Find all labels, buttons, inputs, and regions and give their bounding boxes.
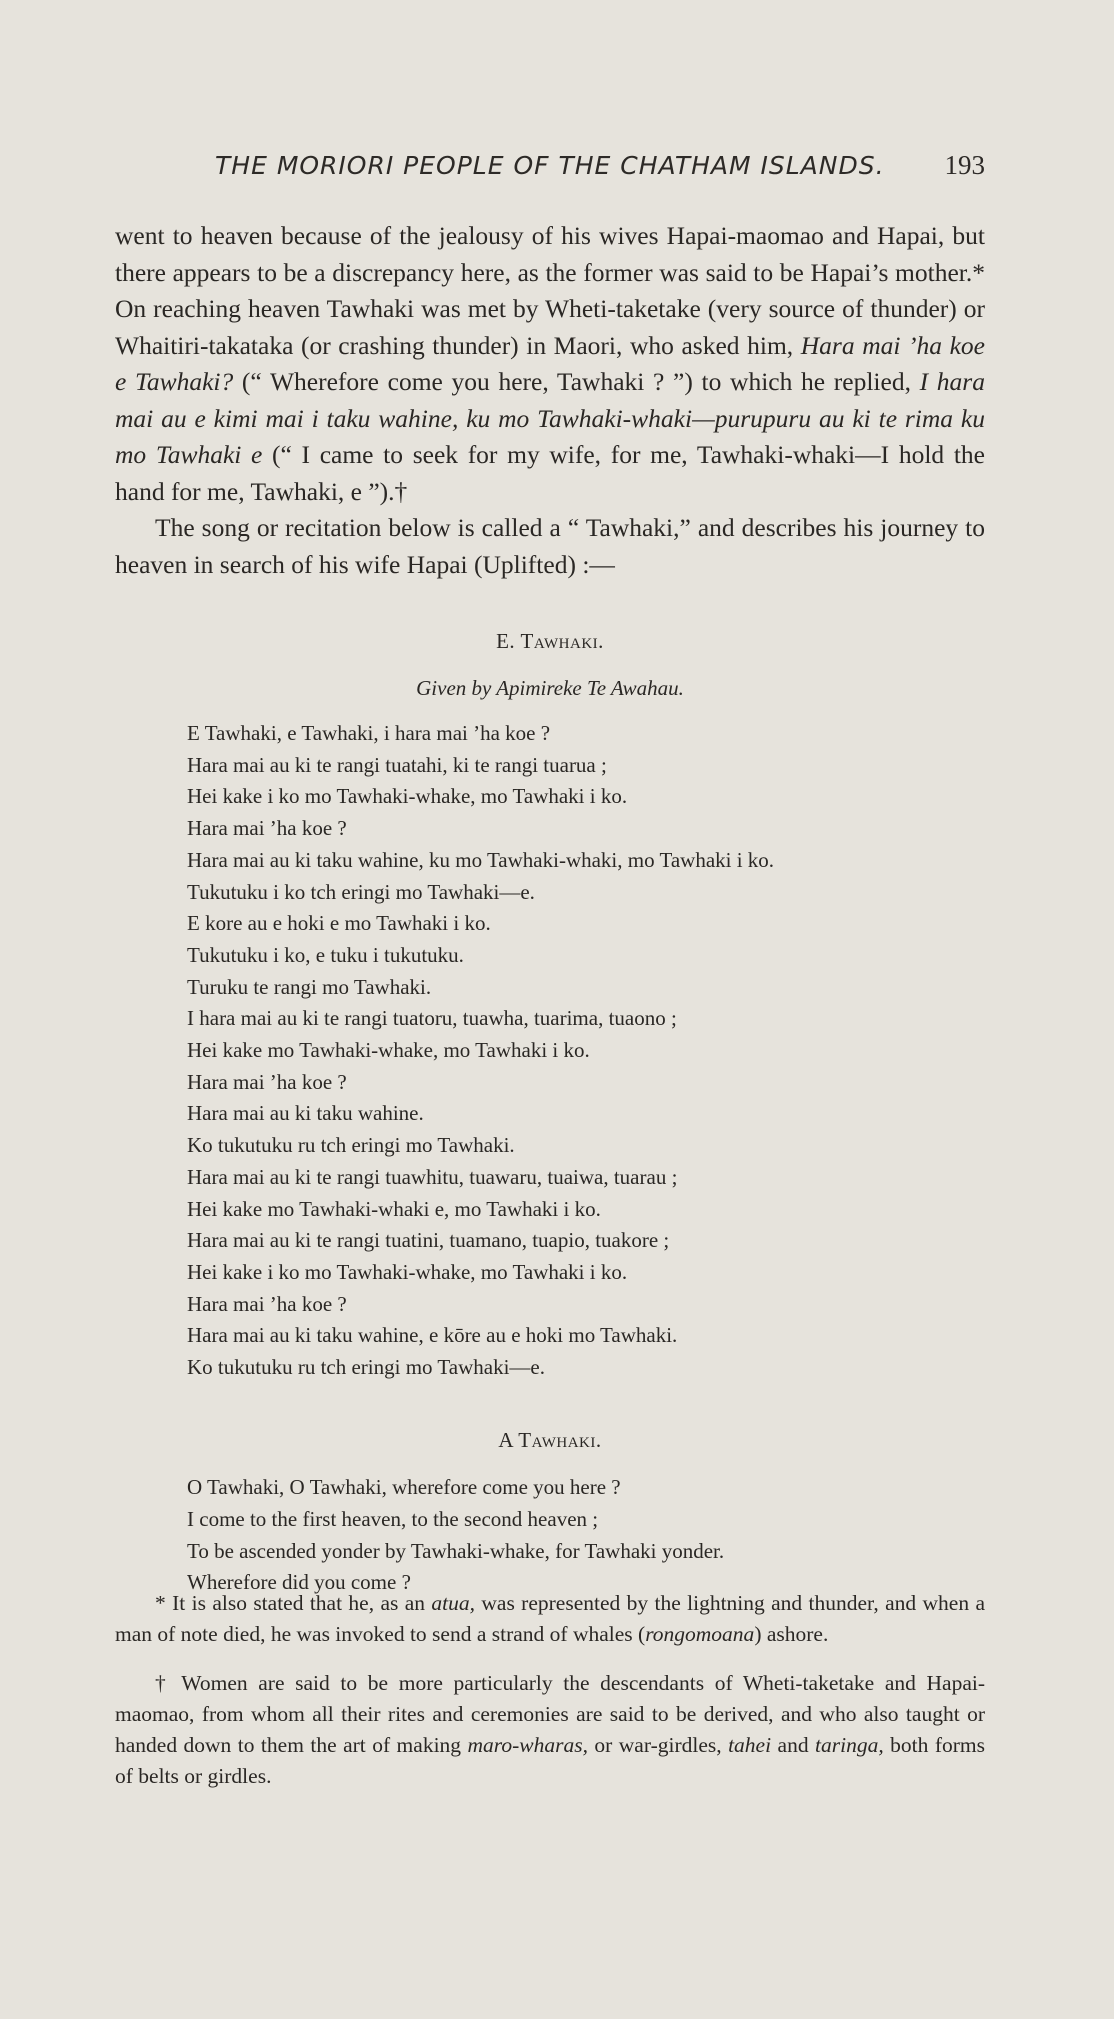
page-number: 193	[944, 150, 985, 180]
verse-line: Ko tukutuku ru tch eringi mo Tawhaki.	[187, 1133, 515, 1158]
footnote-1	[115, 1588, 985, 1650]
footnote-2-text-4: both forms of belts or girdles.	[115, 1733, 985, 1788]
song-1-verse	[115, 718, 985, 1384]
verse-line: To be ascended yonder by Tawhaki-whake, for Tawhaki yonder.	[187, 1538, 725, 1563]
paragraph-1-text-3: (“ I came to seek for my wife, for me, Tawhaki-whaki—I hold the hand for me, Tawhaki, e ”).†	[115, 440, 985, 506]
verse-line: I come to the first heaven, to the second heaven ;	[187, 1506, 599, 1531]
verse-line: Hei kake mo Tawhaki-whaki e, mo Tawhaki i ko.	[187, 1196, 601, 1221]
verse-line: Hara mai au ki te rangi tuatini, tuamano, tuapio, tuakore ;	[187, 1228, 670, 1253]
song-1-source: Given by Apimireke Te Awahau.	[416, 675, 684, 700]
verse-line: Hara mai au ki taku wahine.	[187, 1101, 424, 1126]
song-1-heading-rest: awhaki.	[533, 629, 604, 653]
verse-line: Hara mai ’ha koe ?	[187, 1291, 347, 1316]
footnote-1-italic-2: rongomoana	[645, 1622, 755, 1646]
verse-line: E Tawhaki, e Tawhaki, i hara mai ’ha koe ?	[187, 721, 551, 745]
verse-line: Ko tukutuku ru tch eringi mo Tawhaki—e.	[187, 1355, 545, 1380]
paragraph-1-text-2: (“ Wherefore come you here, Tawhaki ? ”) to which he replied,	[233, 367, 920, 396]
verse-line: Hara mai au ki te rangi tuatahi, ki te rangi tuarua ;	[187, 752, 607, 777]
song-2-heading	[115, 1422, 985, 1459]
song-2-heading-initial: A T	[498, 1427, 532, 1452]
running-title: THE MORIORI PEOPLE OF THE CHATHAM ISLANDS.	[215, 151, 885, 180]
page-header	[215, 150, 985, 181]
verse-line: E kore au e hoki e mo Tawhaki i ko.	[187, 911, 491, 936]
footnote-2	[115, 1668, 985, 1792]
verse-line: Hara mai au ki te rangi tuawhitu, tuawaru, tuaiwa, tuarau ;	[187, 1164, 678, 1189]
footnote-1-text-3: ) ashore.	[754, 1622, 829, 1646]
song-1-heading	[115, 623, 985, 660]
verse-line: Turuku te rangi mo Tawhaki.	[187, 974, 432, 999]
verse-line: Hei kake mo Tawhaki-whake, mo Tawhaki i ko.	[187, 1038, 590, 1063]
verse-line: Hara mai ’ha koe ?	[187, 1069, 347, 1094]
verse-line: Tukutuku i ko tch eringi mo Tawhaki—e.	[187, 879, 535, 904]
footnote-2-text-3: and	[771, 1733, 816, 1757]
footnote-2-text-1: † Women are said to be more particularly the descendants of Wheti-taketake and Hapai-maomao, from whom all their rites and ceremonies are said to be derived, and who also taught or handed down to them the art of making	[115, 1671, 985, 1757]
footnote-1-text-2: was represented by the lightning and thunder, and when a man of note died, he was invoked to send a strand of whales (	[115, 1591, 985, 1646]
verse-line: Hara mai ’ha koe ?	[187, 816, 347, 841]
footnote-2-italic-2: tahei	[728, 1733, 772, 1757]
song-2-heading-rest: awhaki.	[531, 1427, 602, 1452]
footnote-2-italic-1: maro-wharas,	[467, 1733, 588, 1757]
verse-line: Hei kake i ko mo Tawhaki-whake, mo Tawhaki i ko.	[187, 784, 628, 809]
verse-line: O Tawhaki, O Tawhaki, wherefore come you here ?	[187, 1475, 621, 1500]
paragraph-1-text-1: went to heaven because of the jealousy of his wives Hapai-maomao and Hapai, but there appears to be a discrepancy here, as the former was said to be Hapai’s mother.* On reaching heaven Tawhaki was met by Wheti-taketake (very source of thunder) or Whaitiri-takataka (or crashing thunder) in Maori, who asked him,	[115, 221, 985, 360]
paragraph-1-italic-2: I hara mai au e kimi mai i taku wahine, ku mo Tawhaki-whaki—purupuru au ki te rima ku mo Tawhaki e	[115, 367, 985, 469]
verse-line: Wherefore did you come ?	[187, 1570, 411, 1595]
verse-line: Hara mai au ki taku wahine, ku mo Tawhaki-whaki, mo Tawhaki i ko.	[187, 847, 775, 872]
footnote-1-italic-1: atua,	[431, 1591, 476, 1615]
verse-line: Hei kake i ko mo Tawhaki-whake, mo Tawhaki i ko.	[187, 1259, 628, 1284]
paragraph-1-italic-1: Hara mai ’ha koe e Tawhaki?	[115, 330, 985, 396]
song-1-heading-initial: E. T	[496, 629, 534, 653]
footnote-1-text-1: * It is also stated that he, as an	[155, 1591, 432, 1615]
main-text	[115, 218, 985, 1599]
verse-line: Hara mai au ki taku wahine, e kōre au e hoki mo Tawhaki.	[187, 1323, 678, 1348]
footnote-2-text-2: or war-girdles,	[587, 1733, 729, 1757]
paragraph-1	[115, 218, 985, 510]
song-2-verse	[115, 1472, 985, 1599]
paragraph-2: The song or recitation below is called a “ Tawhaki,” and describes his journey to heaven in search of his wife Hapai (Uplifted) :—	[115, 513, 985, 579]
footnote-2-italic-3: taringa,	[815, 1733, 884, 1757]
verse-line: Tukutuku i ko, e tuku i tukutuku.	[187, 942, 464, 967]
verse-line: I hara mai au ki te rangi tuatoru, tuawha, tuarima, tuaono ;	[187, 1006, 677, 1031]
footnotes	[115, 1588, 985, 1810]
